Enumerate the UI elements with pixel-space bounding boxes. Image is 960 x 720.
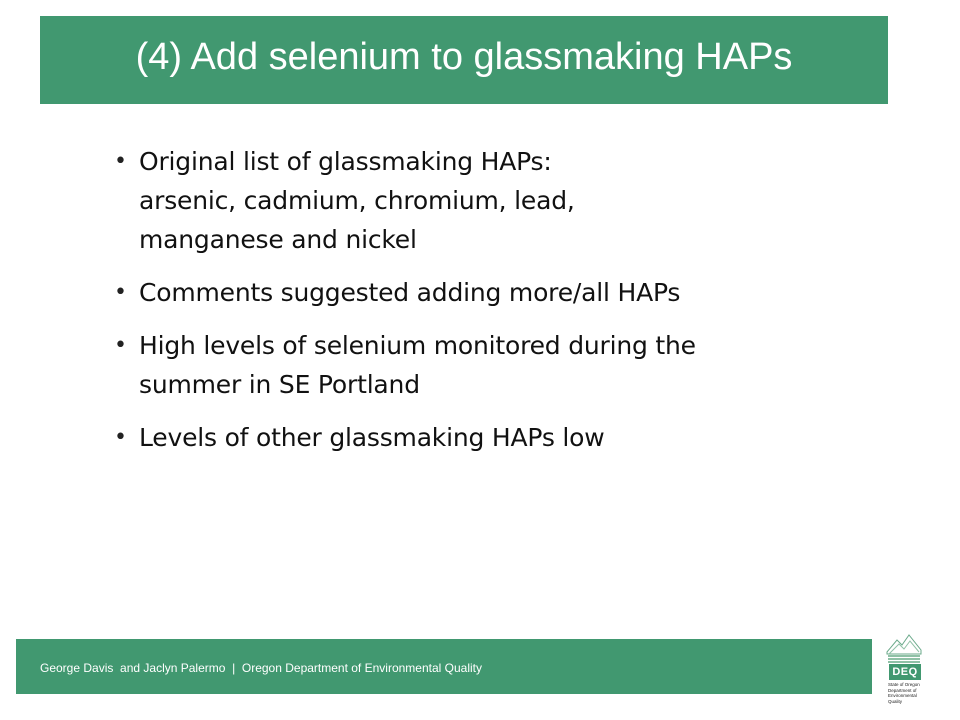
footer-text: George Davis and Jaclyn Palermo | Oregon Department of Environmental Quality (40, 660, 482, 675)
deq-logo (885, 630, 925, 710)
bullet-list (112, 142, 872, 471)
title-banner (40, 16, 888, 104)
bullet-text-line: Comments suggested adding more/all HAPs (139, 278, 681, 307)
bullet-text-line: arsenic, cadmium, chromium, lead, (139, 186, 575, 215)
logo-caption-line: State of Oregon (888, 682, 920, 687)
bullet-item (112, 326, 872, 404)
bullet-marker: • (114, 425, 127, 450)
mountain-logo-icon (885, 630, 923, 664)
bullet-text-line: summer in SE Portland (139, 370, 420, 399)
slide-title: (4) Add selenium to glassmaking HAPs (135, 35, 793, 78)
logo-caption-line: Quality (888, 698, 903, 704)
bullet-item (112, 142, 872, 259)
bullet-marker: • (114, 333, 127, 358)
logo-caption-line: Department of (888, 687, 917, 693)
logo-abbreviation: DEQ (889, 664, 921, 680)
logo-caption (888, 682, 926, 704)
footer-banner (16, 639, 872, 694)
bullet-text-line: manganese and nickel (139, 225, 417, 254)
logo-caption-line: Environmental (888, 693, 917, 698)
bullet-marker: • (114, 280, 127, 305)
bullet-text-line: Original list of glassmaking HAPs: (139, 147, 552, 176)
bullet-item (112, 273, 872, 312)
bullet-text-line: Levels of other glassmaking HAPs low (139, 423, 605, 452)
bullet-text-line: High levels of selenium monitored during the (139, 331, 696, 360)
bullet-marker: • (114, 149, 127, 174)
bullet-item (112, 418, 872, 457)
